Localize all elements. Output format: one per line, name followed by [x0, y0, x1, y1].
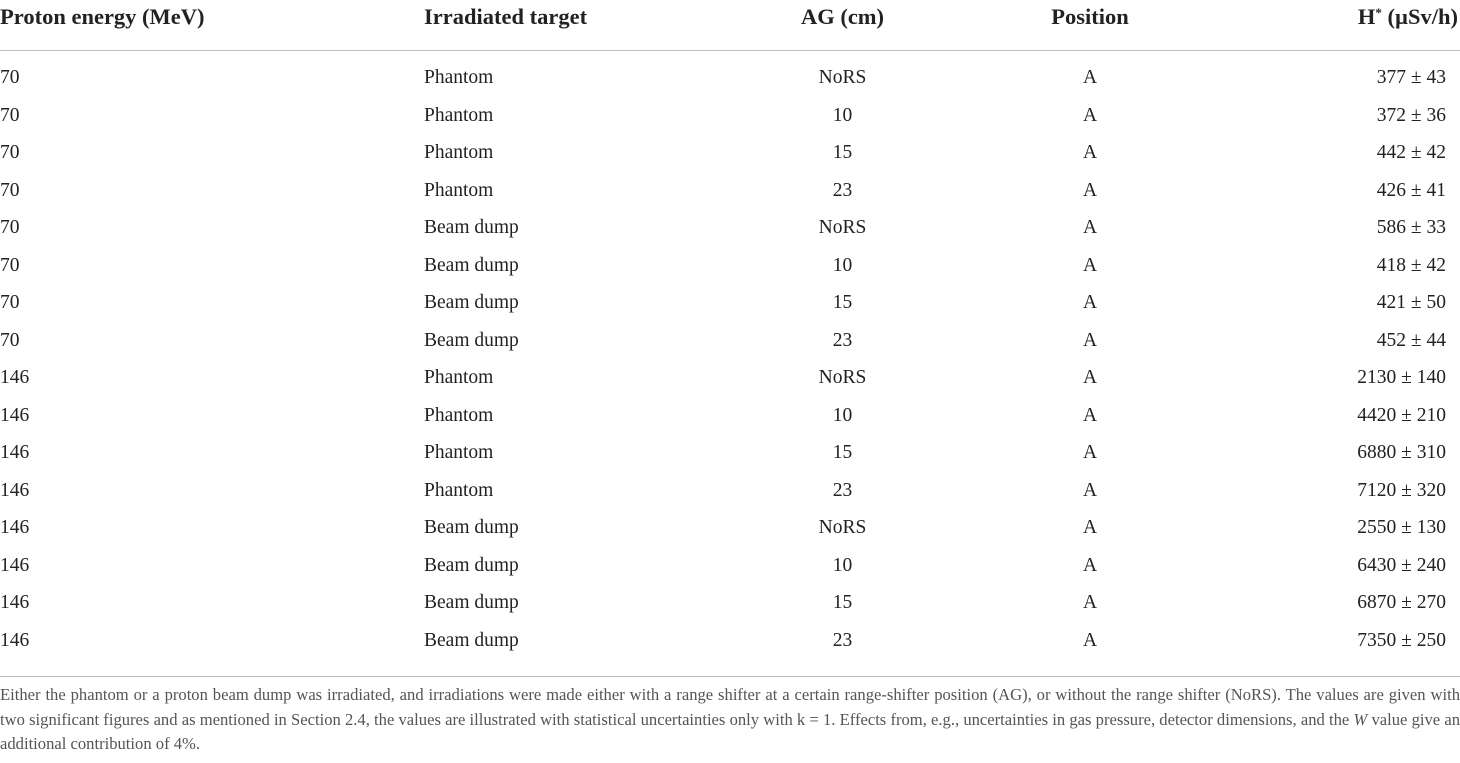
cell-h-star: 377 ± 43 [1376, 67, 1446, 88]
cell-ag: 10 [832, 404, 853, 426]
cell-h-star: 2130 ± 140 [1357, 367, 1446, 388]
cell-proton-energy: 70 [0, 254, 20, 276]
cell-ag: NoRS [818, 217, 867, 238]
table-row [0, 622, 1460, 670]
cell-ag: 23 [832, 179, 853, 201]
footnote-part2: value give an additional contribution of 4%. [0, 709, 1460, 753]
cell-proton-energy: 70 [0, 179, 20, 201]
cell-irradiated-target: Beam dump [424, 517, 519, 538]
header-h-star-base: H [1357, 4, 1376, 29]
table-row [0, 247, 1460, 285]
cell-irradiated-target: Phantom [424, 442, 494, 463]
cell-proton-energy: 70 [0, 104, 20, 126]
table-row [0, 134, 1460, 172]
cell-proton-energy: 146 [0, 367, 30, 388]
table-row [0, 209, 1460, 247]
cell-ag: 15 [832, 142, 853, 163]
cell-ag: 15 [832, 442, 853, 463]
cell-ag: 10 [832, 554, 853, 576]
cell-irradiated-target: Phantom [424, 179, 494, 201]
cell-ag: 10 [832, 104, 853, 126]
cell-proton-energy: 146 [0, 404, 30, 426]
cell-proton-energy: 146 [0, 629, 30, 651]
table-row [0, 547, 1460, 585]
cell-proton-energy: 146 [0, 479, 30, 501]
cell-h-star: 442 ± 42 [1376, 142, 1446, 163]
footnote-italic: W [1353, 709, 1368, 729]
cell-proton-energy: 70 [0, 217, 20, 238]
cell-irradiated-target: Beam dump [424, 554, 519, 576]
cell-ag: NoRS [818, 367, 867, 388]
header-ag: AG (cm) [737, 0, 948, 51]
cell-proton-energy: 70 [0, 67, 20, 88]
cell-ag: 23 [832, 629, 853, 651]
header-h-star [1232, 0, 1460, 51]
cell-ag: 23 [832, 479, 853, 501]
cell-proton-energy: 70 [0, 292, 20, 313]
cell-proton-energy: 146 [0, 517, 30, 538]
cell-position: A [1082, 442, 1098, 463]
cell-ag: 15 [832, 592, 853, 613]
table-row [0, 584, 1460, 622]
table-row [0, 434, 1460, 472]
cell-irradiated-target: Phantom [424, 479, 494, 501]
cell-proton-energy: 70 [0, 329, 20, 351]
cell-position: A [1082, 629, 1098, 651]
cell-position: A [1082, 592, 1098, 613]
cell-irradiated-target: Beam dump [424, 292, 519, 313]
cell-irradiated-target: Phantom [424, 67, 494, 88]
cell-h-star: 6880 ± 310 [1357, 442, 1446, 463]
table-row [0, 172, 1460, 210]
header-row [0, 0, 1460, 51]
cell-position: A [1082, 479, 1098, 501]
cell-ag: 10 [832, 254, 853, 276]
cell-proton-energy: 70 [0, 142, 20, 163]
table-body [0, 51, 1460, 670]
cell-position: A [1082, 329, 1098, 351]
cell-h-star: 426 ± 41 [1376, 179, 1446, 201]
cell-h-star: 4420 ± 210 [1357, 404, 1446, 426]
table-header [0, 0, 1460, 51]
table-row [0, 509, 1460, 547]
cell-h-star: 452 ± 44 [1376, 329, 1446, 351]
header-h-star-sup: * [1375, 5, 1382, 20]
cell-h-star: 7120 ± 320 [1357, 479, 1446, 501]
cell-proton-energy: 146 [0, 592, 30, 613]
table-footnote [0, 683, 1460, 757]
cell-h-star: 418 ± 42 [1376, 254, 1446, 276]
cell-position: A [1082, 142, 1098, 163]
cell-position: A [1082, 404, 1098, 426]
cell-ag: NoRS [818, 517, 867, 538]
cell-irradiated-target: Phantom [424, 404, 494, 426]
cell-irradiated-target: Phantom [424, 104, 494, 126]
cell-position: A [1082, 292, 1098, 313]
cell-position: A [1082, 254, 1098, 276]
cell-ag: 15 [832, 292, 853, 313]
cell-position: A [1082, 554, 1098, 576]
table-row [0, 397, 1460, 435]
footnote-part1: Either the phantom or a proton beam dump was irradiated, and irradiations were made either with a range shifter at a certain range-shifter position (AG), or without the range shifter (NoRS). The values are given with two significant figures and as mentioned in Section 2.4, the values are illustrated with statistical uncertainties only with k = 1. Effects from, e.g., uncertainties in gas pressure, detector dimensions, and the [0, 685, 1460, 729]
cell-h-star: 6430 ± 240 [1357, 554, 1446, 576]
header-h-star-unit: (µSv/h) [1381, 4, 1458, 29]
table-bottom-rule [0, 676, 1460, 677]
cell-proton-energy: 146 [0, 442, 30, 463]
cell-irradiated-target: Beam dump [424, 217, 519, 238]
cell-irradiated-target: Beam dump [424, 254, 519, 276]
cell-h-star: 7350 ± 250 [1357, 629, 1446, 651]
cell-position: A [1082, 67, 1098, 88]
cell-irradiated-target: Beam dump [424, 592, 519, 613]
cell-position: A [1082, 217, 1098, 238]
cell-irradiated-target: Phantom [424, 142, 494, 163]
cell-h-star: 586 ± 33 [1376, 217, 1446, 238]
table-row [0, 51, 1460, 97]
table-row [0, 97, 1460, 135]
cell-h-star: 421 ± 50 [1376, 292, 1446, 313]
table-row [0, 472, 1460, 510]
header-irradiated-target: Irradiated target [424, 0, 737, 51]
header-position: Position [948, 0, 1232, 51]
cell-position: A [1082, 517, 1098, 538]
header-proton-energy: Proton energy (MeV) [0, 0, 424, 51]
table-row [0, 284, 1460, 322]
cell-irradiated-target: Beam dump [424, 629, 519, 651]
cell-proton-energy: 146 [0, 554, 30, 576]
cell-ag: NoRS [818, 67, 867, 88]
table-row [0, 359, 1460, 397]
cell-position: A [1082, 179, 1098, 201]
cell-irradiated-target: Phantom [424, 367, 494, 388]
cell-h-star: 2550 ± 130 [1357, 517, 1446, 538]
cell-h-star: 6870 ± 270 [1357, 592, 1446, 613]
cell-h-star: 372 ± 36 [1376, 104, 1446, 126]
cell-position: A [1082, 367, 1098, 388]
table-row [0, 322, 1460, 360]
cell-ag: 23 [832, 329, 853, 351]
cell-position: A [1082, 104, 1098, 126]
cell-irradiated-target: Beam dump [424, 329, 519, 351]
